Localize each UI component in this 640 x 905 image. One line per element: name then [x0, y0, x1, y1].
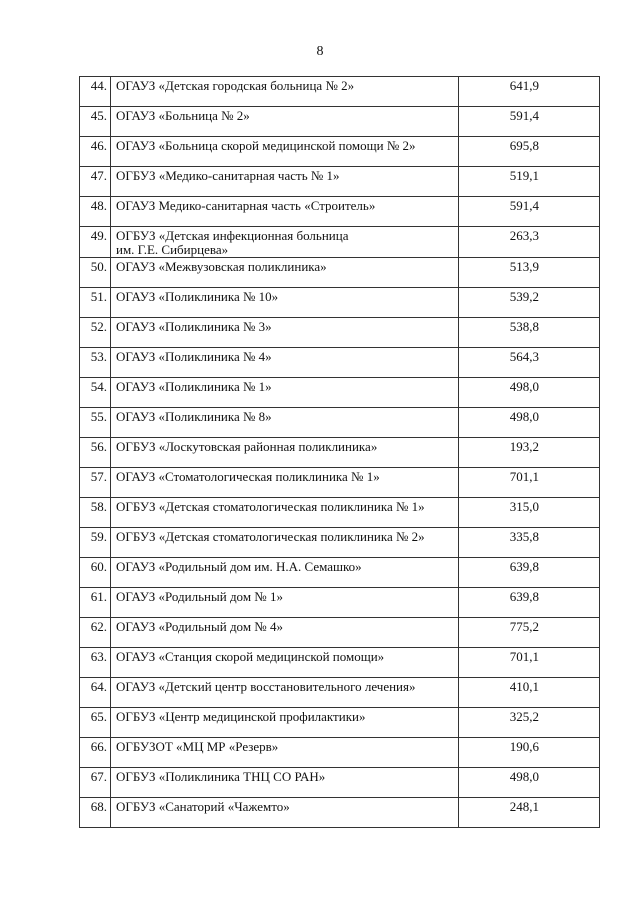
- institution-name: ОГБУЗ «Детская инфекционная больница им. Г.Е. Сибирцева»: [111, 227, 459, 258]
- row-number: 45.: [80, 107, 111, 137]
- institution-name: ОГБУЗОТ «МЦ МР «Резерв»: [111, 738, 459, 768]
- row-number: 58.: [80, 498, 111, 528]
- row-number: 53.: [80, 348, 111, 378]
- row-number: 54.: [80, 378, 111, 408]
- row-number: 66.: [80, 738, 111, 768]
- row-number: 61.: [80, 588, 111, 618]
- institution-name: ОГАУЗ «Межвузовская поликлиника»: [111, 258, 459, 288]
- row-value: 498,0: [459, 378, 600, 408]
- row-value: 498,0: [459, 768, 600, 798]
- row-value: 639,8: [459, 558, 600, 588]
- institution-name: ОГБУЗ «Детская стоматологическая поликлиника № 1»: [111, 498, 459, 528]
- table-row: [80, 197, 600, 227]
- row-value: 701,1: [459, 468, 600, 498]
- row-value: 519,1: [459, 167, 600, 197]
- table-row: [80, 798, 600, 828]
- institution-name: ОГАУЗ «Родильный дом № 4»: [111, 618, 459, 648]
- row-number: 57.: [80, 468, 111, 498]
- institution-name: ОГАУЗ «Поликлиника № 3»: [111, 318, 459, 348]
- row-number: 49.: [80, 227, 111, 258]
- row-value: 639,8: [459, 588, 600, 618]
- table-row: [80, 107, 600, 137]
- row-number: 60.: [80, 558, 111, 588]
- row-value: 193,2: [459, 438, 600, 468]
- institution-name: ОГАУЗ «Детский центр восстановительного лечения»: [111, 678, 459, 708]
- institution-name: ОГАУЗ «Детская городская больница № 2»: [111, 77, 459, 107]
- table-row: [80, 498, 600, 528]
- table-row: [80, 438, 600, 468]
- institution-name: ОГАУЗ «Поликлиника № 1»: [111, 378, 459, 408]
- institution-name: ОГАУЗ «Поликлиника № 4»: [111, 348, 459, 378]
- institution-name: ОГБУЗ «Лоскутовская районная поликлиника»: [111, 438, 459, 468]
- row-number: 47.: [80, 167, 111, 197]
- page-number: 8: [316, 44, 324, 59]
- table-row: [80, 468, 600, 498]
- row-value: 263,3: [459, 227, 600, 258]
- institution-name: ОГБУЗ «Поликлиника ТНЦ СО РАН»: [111, 768, 459, 798]
- row-number: 59.: [80, 528, 111, 558]
- row-number: 51.: [80, 288, 111, 318]
- institution-name: ОГБУЗ «Медико-санитарная часть № 1»: [111, 167, 459, 197]
- row-number: 65.: [80, 708, 111, 738]
- table-row: [80, 137, 600, 167]
- table-row: [80, 167, 600, 197]
- row-number: 67.: [80, 768, 111, 798]
- table-row: [80, 227, 600, 258]
- institution-name: ОГБУЗ «Санаторий «Чажемто»: [111, 798, 459, 828]
- institution-name: ОГБУЗ «Центр медицинской профилактики»: [111, 708, 459, 738]
- row-number: 55.: [80, 408, 111, 438]
- row-value: 410,1: [459, 678, 600, 708]
- table-row: [80, 618, 600, 648]
- institution-name: ОГАУЗ «Больница № 2»: [111, 107, 459, 137]
- row-value: 498,0: [459, 408, 600, 438]
- institution-name: ОГБУЗ «Детская стоматологическая поликлиника № 2»: [111, 528, 459, 558]
- row-value: 641,9: [459, 77, 600, 107]
- row-value: 248,1: [459, 798, 600, 828]
- table-row: [80, 558, 600, 588]
- row-value: 190,6: [459, 738, 600, 768]
- table-row: [80, 318, 600, 348]
- table-row: [80, 768, 600, 798]
- row-value: 335,8: [459, 528, 600, 558]
- table-row: [80, 408, 600, 438]
- table-row: [80, 708, 600, 738]
- row-value: 701,1: [459, 648, 600, 678]
- row-number: 50.: [80, 258, 111, 288]
- row-number: 44.: [80, 77, 111, 107]
- row-value: 564,3: [459, 348, 600, 378]
- row-number: 48.: [80, 197, 111, 227]
- table-row: [80, 528, 600, 558]
- row-number: 62.: [80, 618, 111, 648]
- institution-name: ОГАУЗ Медико-санитарная часть «Строитель»: [111, 197, 459, 227]
- table-row: [80, 678, 600, 708]
- table-row: [80, 378, 600, 408]
- row-number: 56.: [80, 438, 111, 468]
- institution-name: ОГАУЗ «Станция скорой медицинской помощи»: [111, 648, 459, 678]
- row-number: 63.: [80, 648, 111, 678]
- table-body: [80, 77, 600, 828]
- row-value: 513,9: [459, 258, 600, 288]
- row-number: 64.: [80, 678, 111, 708]
- row-value: 591,4: [459, 107, 600, 137]
- table-row: [80, 258, 600, 288]
- institution-name: ОГАУЗ «Поликлиника № 8»: [111, 408, 459, 438]
- row-number: 52.: [80, 318, 111, 348]
- row-value: 539,2: [459, 288, 600, 318]
- institution-name: ОГАУЗ «Стоматологическая поликлиника № 1»: [111, 468, 459, 498]
- table-row: [80, 77, 600, 107]
- table-row: [80, 648, 600, 678]
- row-value: 325,2: [459, 708, 600, 738]
- institutions-table: [79, 76, 600, 828]
- institution-name: ОГАУЗ «Больница скорой медицинской помощи № 2»: [111, 137, 459, 167]
- institution-name: ОГАУЗ «Родильный дом № 1»: [111, 588, 459, 618]
- institution-name: ОГАУЗ «Родильный дом им. Н.А. Семашко»: [111, 558, 459, 588]
- row-number: 46.: [80, 137, 111, 167]
- institution-name: ОГАУЗ «Поликлиника № 10»: [111, 288, 459, 318]
- row-value: 591,4: [459, 197, 600, 227]
- table-row: [80, 588, 600, 618]
- table-row: [80, 288, 600, 318]
- table-row: [80, 348, 600, 378]
- table-row: [80, 738, 600, 768]
- row-value: 538,8: [459, 318, 600, 348]
- row-value: 315,0: [459, 498, 600, 528]
- row-number: 68.: [80, 798, 111, 828]
- row-value: 695,8: [459, 137, 600, 167]
- row-value: 775,2: [459, 618, 600, 648]
